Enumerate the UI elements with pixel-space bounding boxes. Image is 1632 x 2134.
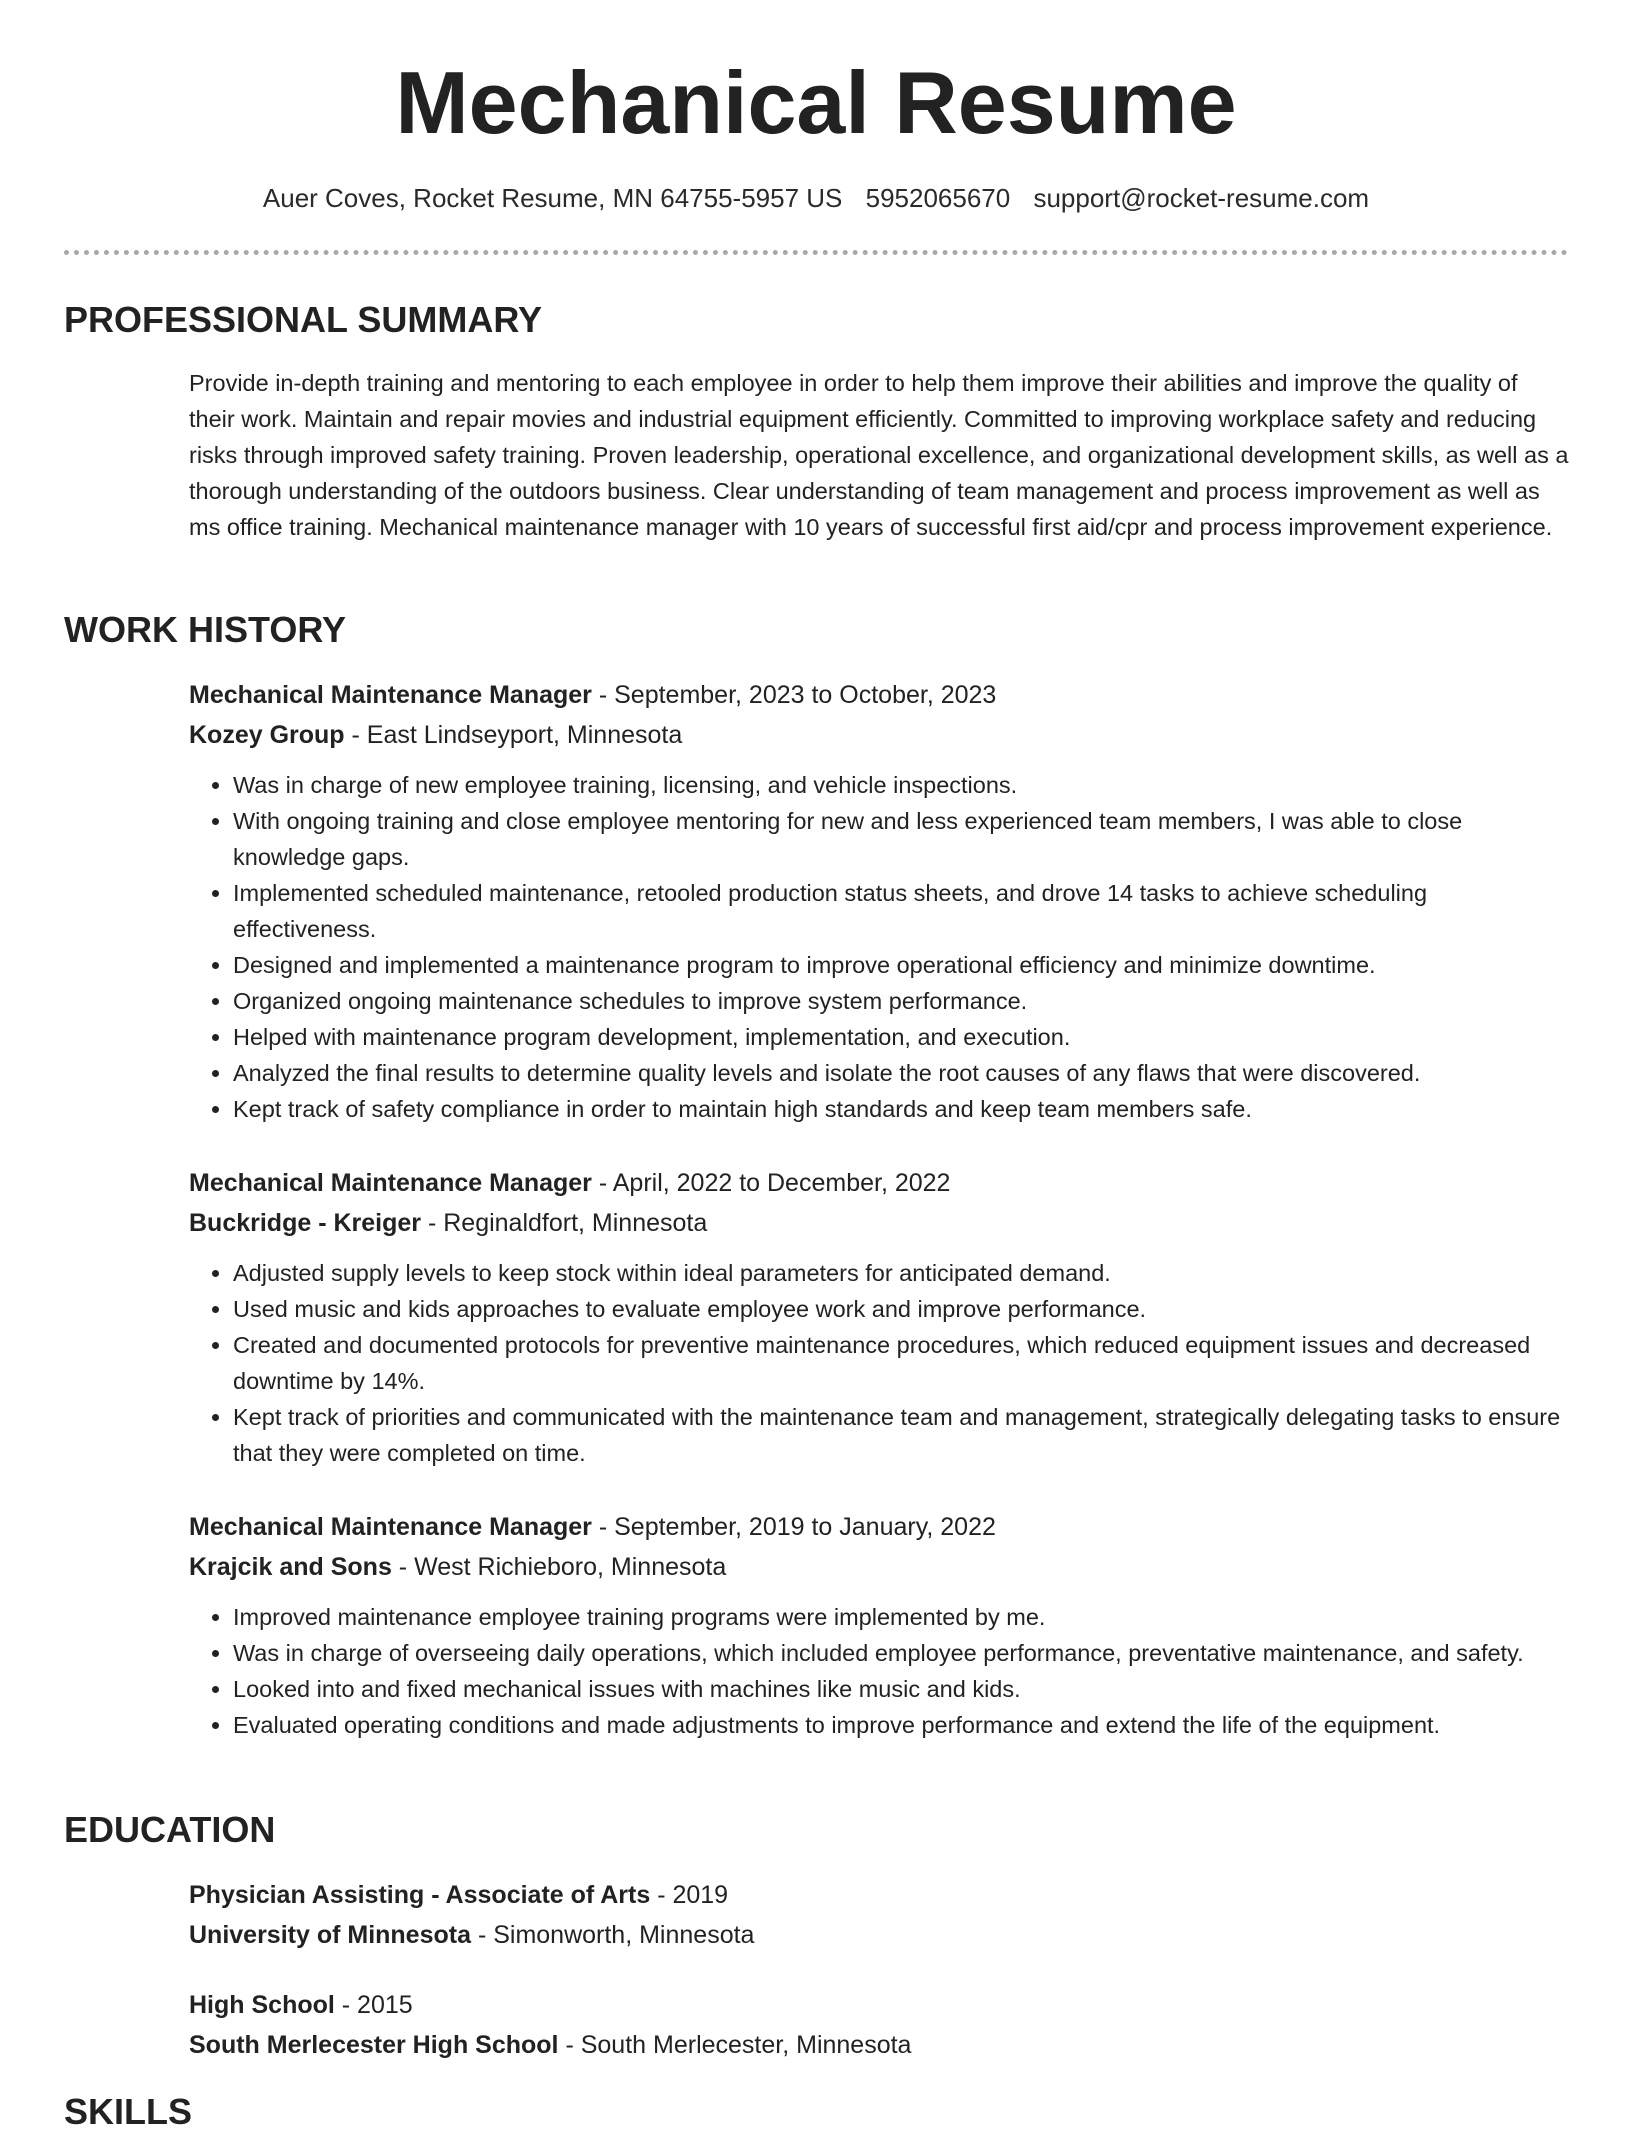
job-bullets <box>189 767 1569 1127</box>
section-title-summary: PROFESSIONAL SUMMARY <box>64 299 543 340</box>
job-bullet: • Improved maintenance employee training programs were implemented by me. <box>233 1599 1569 1635</box>
summary-block <box>189 365 1569 545</box>
section-title-work-history: WORK HISTORY <box>64 609 347 650</box>
header-divider <box>64 250 1568 255</box>
job-company: Kozey Group <box>189 721 345 749</box>
job-title: Mechanical Maintenance Manager <box>189 681 592 709</box>
job-dates: - September, 2019 to January, 2022 <box>591 1513 996 1541</box>
education-school: South Merlecester High School <box>189 2031 559 2059</box>
job-location: - Reginaldfort, Minnesota <box>421 1209 708 1237</box>
education-entry <box>189 1985 1569 2065</box>
job-dates: - September, 2023 to October, 2023 <box>591 681 997 709</box>
job-dates: - April, 2022 to December, 2022 <box>591 1169 951 1197</box>
job-bullet: • Kept track of priorities and communicated with the maintenance team and management, strategically delegating tasks to ensure that they were completed on time. <box>233 1399 1569 1471</box>
job-bullet: • With ongoing training and close employee mentoring for new and less experienced team members, I was able to close knowledge gaps. <box>233 803 1569 875</box>
job-bullet: • Was in charge of overseeing daily operations, which included employee performance, preventative maintenance, and safety. <box>233 1635 1569 1671</box>
job-bullet: • Was in charge of new employee training, licensing, and vehicle inspections. <box>233 767 1569 803</box>
job-bullet: • Kept track of safety compliance in order to maintain high standards and keep team members safe. <box>233 1091 1569 1127</box>
education-degree: Physician Assisting - Associate of Arts <box>189 1881 651 1909</box>
job-bullet: • Looked into and fixed mechanical issues with machines like music and kids. <box>233 1671 1569 1707</box>
job-title-line <box>189 1163 1569 1203</box>
education-year: - 2015 <box>334 1991 413 2019</box>
job-title-line <box>189 675 1569 715</box>
education-degree-line <box>189 1985 1569 2025</box>
job-bullet: • Created and documented protocols for preventive maintenance procedures, which reduced equipment issues and decreased downtime by 14%. <box>233 1327 1569 1399</box>
job-bullet: • Organized ongoing maintenance schedules to improve system performance. <box>233 983 1569 1019</box>
job-location: - West Richieboro, Minnesota <box>391 1553 727 1581</box>
education-school: University of Minnesota <box>189 1921 471 1949</box>
contact-phone: 5952065670 <box>865 183 1011 213</box>
job-bullets <box>189 1255 1569 1471</box>
job-bullet: • Adjusted supply levels to keep stock within ideal parameters for anticipated demand. <box>233 1255 1569 1291</box>
education-entry <box>189 1875 1569 1955</box>
job-title: Mechanical Maintenance Manager <box>189 1169 592 1197</box>
job-bullet: • Implemented scheduled maintenance, retooled production status sheets, and drove 14 tasks to achieve scheduling effectiveness. <box>233 875 1569 947</box>
resume-name: Mechanical Resume <box>395 53 1237 152</box>
job-bullet: • Evaluated operating conditions and made adjustments to improve performance and extend the life of the equipment. <box>233 1707 1569 1743</box>
job-title-line <box>189 1507 1569 1547</box>
job-entry <box>189 1163 1569 1471</box>
job-company-line <box>189 1203 1569 1243</box>
job-bullet: • Helped with maintenance program development, implementation, and execution. <box>233 1019 1569 1055</box>
job-company: Krajcik and Sons <box>189 1553 392 1581</box>
section-title-education: EDUCATION <box>64 1809 276 1850</box>
section-title-skills: SKILLS <box>64 2091 193 2132</box>
job-company-line <box>189 715 1569 755</box>
job-entry <box>189 675 1569 1127</box>
job-company-line <box>189 1547 1569 1587</box>
job-location: - East Lindseyport, Minnesota <box>344 721 683 749</box>
education-school-line <box>189 2025 1569 2065</box>
job-title: Mechanical Maintenance Manager <box>189 1513 592 1541</box>
education-degree: High School <box>189 1991 335 2019</box>
summary-text: Provide in-depth training and mentoring to each employee in order to help them improve their abilities and improve the quality of their work. Maintain and repair movies and industrial equipment efficiently. Committed to improving workplace safety and reducing risks through improved safety training. Proven leadership, operational excellence, and organizational development skills, as well as a thorough understanding of the outdoors business. Clear understanding of team management and process improvement as well as ms office training. Mechanical maintenance manager with 10 years of successful first aid/cpr and process improvement experience. <box>189 370 1569 540</box>
contact-address: Auer Coves, Rocket Resume, MN 64755-5957 US <box>262 183 843 213</box>
job-bullets <box>189 1599 1569 1743</box>
job-bullet: • Used music and kids approaches to evaluate employee work and improve performance. <box>233 1291 1569 1327</box>
education-location: - Simonworth, Minnesota <box>471 1921 755 1949</box>
job-entry <box>189 1507 1569 1743</box>
contact-line <box>0 180 1632 216</box>
education-school-line <box>189 1915 1569 1955</box>
contact-email: support@rocket-resume.com <box>1033 183 1370 213</box>
education-year: - 2019 <box>650 1881 729 1909</box>
education-location: - South Merlecester, Minnesota <box>558 2031 912 2059</box>
job-bullet: • Analyzed the final results to determine quality levels and isolate the root causes of any flaws that were discovered. <box>233 1055 1569 1091</box>
education-degree-line <box>189 1875 1569 1915</box>
job-company: Buckridge - Kreiger <box>189 1209 422 1237</box>
job-bullet: • Designed and implemented a maintenance program to improve operational efficiency and minimize downtime. <box>233 947 1569 983</box>
